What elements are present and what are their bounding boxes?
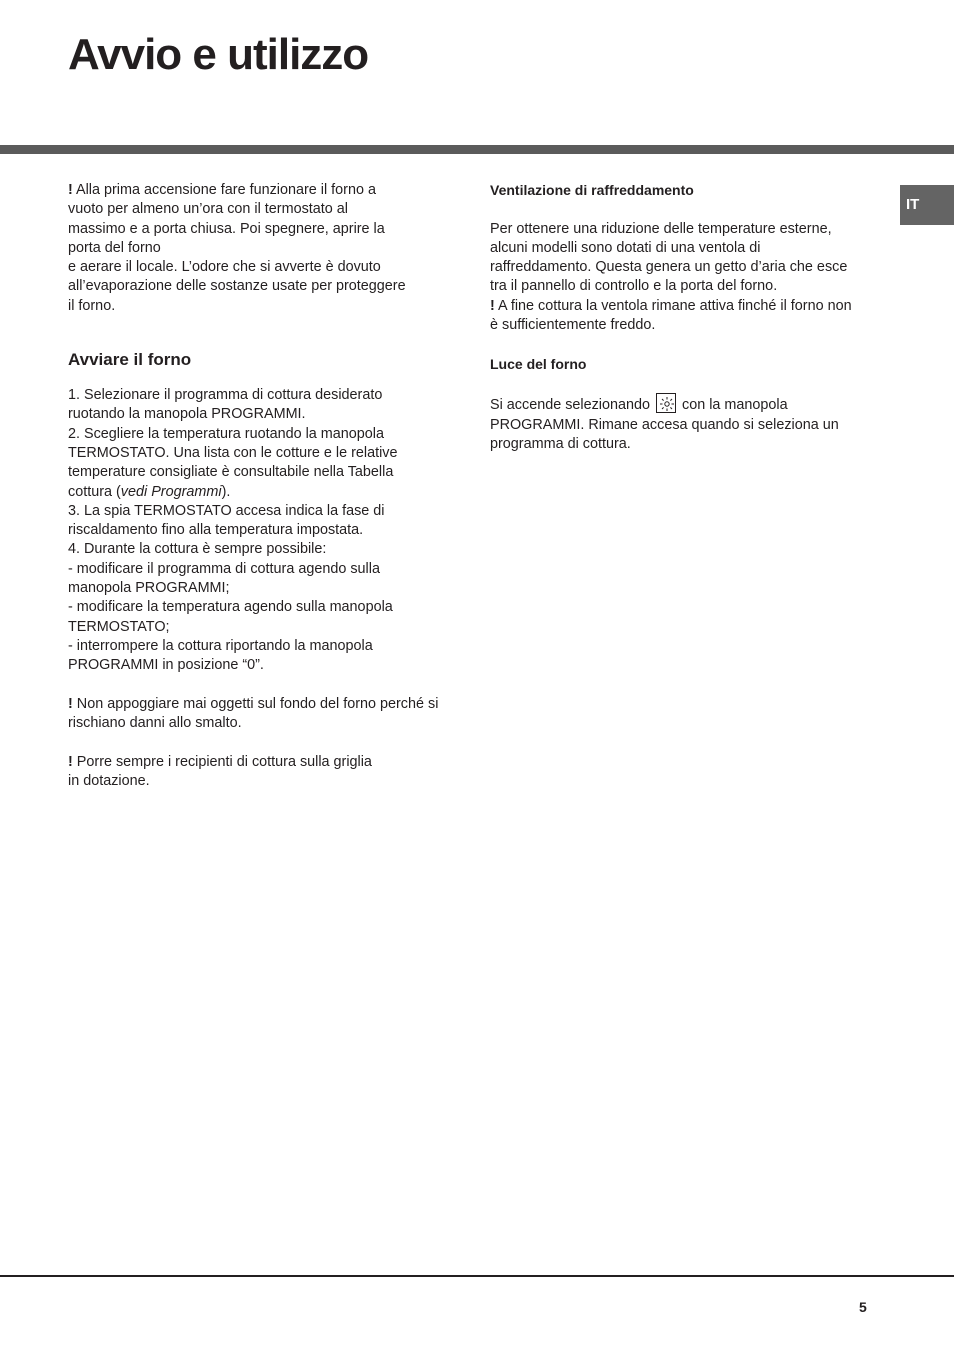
warning-grill-text: in dotazione. bbox=[68, 773, 150, 790]
step-1: 1. Selezionare il programma di cottura desiderato ruotando la manopola PROGRAMMI. bbox=[68, 387, 383, 423]
oven-light-text bbox=[490, 393, 862, 454]
warning-mark: ! bbox=[490, 297, 495, 314]
step-2-text: 2. Scegliere la temperatura ruotando la manopola TERMOSTATO. Una lista con le cotture e le relative temperature consigliate è consultabile nella Tabella cottura ( bbox=[68, 425, 398, 500]
oven-light-icon bbox=[656, 393, 676, 413]
intro-line: Alla prima accensione fare funzionare il forno a bbox=[76, 182, 376, 198]
step-2-close: ). bbox=[221, 483, 231, 500]
warning-enamel-text: Non appoggiare mai oggetti sul fondo del forno perché si rischiano danni allo smalto. bbox=[68, 695, 439, 732]
intro-line: all’evaporazione delle sostanze usate per proteggere bbox=[68, 278, 406, 295]
step-4-option: - modificare la temperatura agendo sulla manopola TERMOSTATO; bbox=[68, 599, 393, 635]
warning-mark: ! bbox=[68, 182, 73, 198]
oven-light-text-end: con la manopola PROGRAMMI. Rimane accesa quando si seleziona un programma di cottura. bbox=[490, 397, 839, 452]
left-column bbox=[68, 181, 440, 791]
intro-line: e aerare il locale. L’odore che si avverte è dovuto bbox=[68, 259, 381, 276]
step-4: 4. Durante la cottura è sempre possibile: bbox=[68, 541, 327, 558]
footer-rule bbox=[0, 1275, 954, 1277]
heading-cooling-ventilation: Ventilazione di raffreddamento bbox=[490, 182, 694, 198]
warning-mark: ! bbox=[68, 753, 73, 770]
ventilation-text: Per ottenere una riduzione delle temperature esterne, alcuni modelli sono dotati di una ventola di raffreddamento. Questa genera un getto d’aria che esce tra il pannello di controllo e la porta del forno. bbox=[490, 220, 848, 295]
oven-light-text-start: Si accende selezionando bbox=[490, 397, 651, 414]
page-number: 5 bbox=[859, 1299, 867, 1315]
programmi-reference: vedi Programmi bbox=[120, 483, 222, 500]
ventilation-note-text: A fine cottura la ventola rimane attiva finché il forno non è sufficientemente freddo. bbox=[490, 297, 852, 334]
right-column bbox=[490, 181, 862, 454]
warning-grill-text: Porre sempre i recipienti di cottura sulla griglia bbox=[76, 753, 372, 770]
intro-line: massimo e a porta chiusa. Poi spegnere, aprire la bbox=[68, 220, 385, 237]
section-heading-start-oven: Avviare il forno bbox=[68, 350, 192, 370]
language-tab: IT bbox=[900, 185, 954, 225]
intro-line: il forno. bbox=[68, 297, 116, 314]
step-4-option: - interrompere la cottura riportando la manopola PROGRAMMI in posizione “0”. bbox=[68, 637, 373, 674]
intro-line: vuoto per almeno un’ora con il termostato al bbox=[68, 201, 348, 218]
step-2 bbox=[68, 425, 440, 502]
heading-oven-light: Luce del forno bbox=[490, 355, 587, 372]
step-3: 3. La spia TERMOSTATO accesa indica la fase di riscaldamento fino alla temperatura impostata. bbox=[68, 502, 385, 539]
warning-mark: ! bbox=[68, 695, 73, 712]
warning-enamel bbox=[68, 695, 440, 734]
intro-warning bbox=[68, 181, 440, 316]
step-4-option: - modificare il programma di cottura agendo sulla manopola PROGRAMMI; bbox=[68, 560, 380, 597]
header-rule bbox=[0, 145, 954, 154]
ventilation-note bbox=[490, 297, 862, 336]
intro-line: porta del forno bbox=[68, 239, 161, 256]
warning-grill bbox=[68, 753, 440, 792]
page-title: Avvio e utilizzo bbox=[68, 30, 369, 79]
